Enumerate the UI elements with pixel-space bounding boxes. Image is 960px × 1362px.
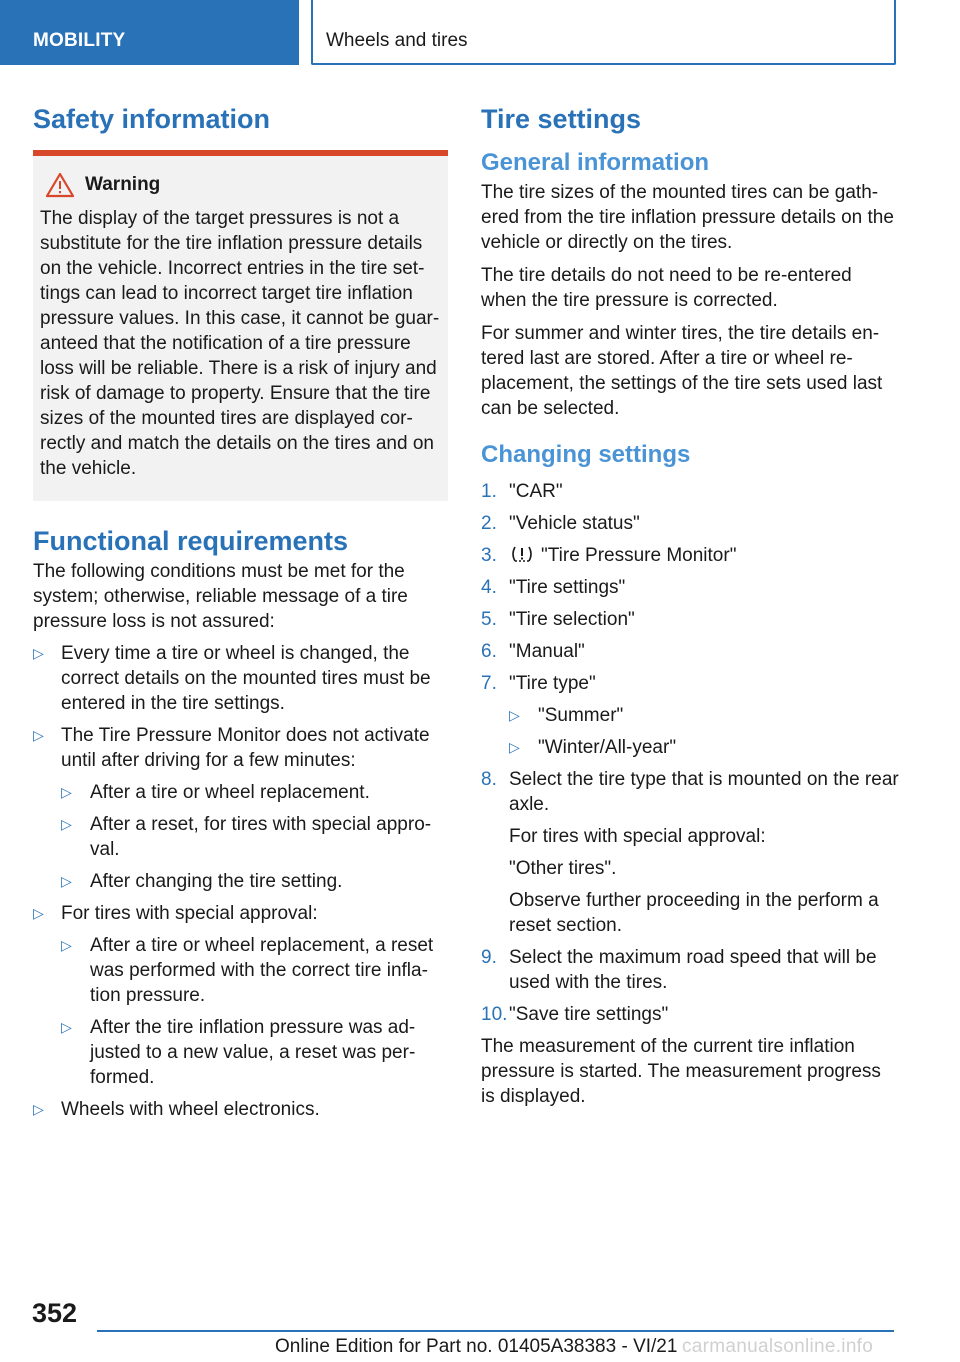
list-item-text: For tires with special approval: xyxy=(61,903,318,924)
list-item-text: The Tire Pressure Monitor does not activate until after driving for a few minutes: xyxy=(61,725,430,771)
sub-list xyxy=(61,933,448,1090)
step-note: "Other tires". xyxy=(509,858,617,879)
warning-text: The display of the target pressures is not a substitute for the tire inflation pressure details on the vehicle. Incorrect entries in the tire set‐tings can lead to incorrect target tire inflation pressure values. In this case, it cannot be guar‐anteed that the notification of a tire pressure loss will be reliable. There is a risk of injury and risk of damage to property. Ensure that the tire sizes of the mounted tires are displayed cor‐rectly and match the details on the tires and on the vehicle. xyxy=(40,208,440,479)
functional-intro: The following conditions must be met for the system; otherwise, reliable message of a tire pressure loss is not assured: xyxy=(33,561,408,632)
list-item xyxy=(33,641,448,716)
list-item xyxy=(33,1097,448,1122)
list-item-text: After a reset, for tires with special appro‐val. xyxy=(90,814,432,860)
steps-list xyxy=(481,479,899,1027)
list-item-text: "Summer" xyxy=(538,705,624,726)
changing-settings-heading: Changing settings xyxy=(481,441,691,468)
step-number: 8. xyxy=(481,769,497,790)
step-note: Observe further proceeding in the perform a reset section. xyxy=(509,890,879,936)
general-paragraph: For summer and winter tires, the tire details en‐tered last are stored. After a tire or wheel re‐placement, the settings of the tire sets used last can be selected. xyxy=(481,323,883,419)
list-item xyxy=(61,869,448,894)
step-item xyxy=(481,639,899,664)
triangle-bullet-icon: ▷ xyxy=(61,784,72,800)
triangle-bullet-icon: ▷ xyxy=(61,1019,72,1035)
step-number: 7. xyxy=(481,673,497,694)
list-item xyxy=(509,735,899,760)
list-item xyxy=(61,812,448,862)
list-item-text: After a tire or wheel replacement. xyxy=(90,782,370,803)
chapter-tab xyxy=(311,0,896,65)
list-item-text: "Winter/All-year" xyxy=(538,737,677,758)
general-information-heading: General information xyxy=(481,149,710,176)
warning-label: Warning xyxy=(85,174,161,195)
step-text: "Tire type" xyxy=(509,673,596,694)
chapter-label: Wheels and tires xyxy=(326,30,468,51)
step-item xyxy=(481,607,899,632)
triangle-bullet-icon: ▷ xyxy=(33,905,44,921)
step-item xyxy=(481,575,899,600)
triangle-bullet-icon: ▷ xyxy=(33,1101,44,1117)
step-text: "CAR" xyxy=(509,481,563,502)
step-number: 1. xyxy=(481,481,497,502)
safety-information-heading: Safety information xyxy=(33,104,271,134)
triangle-bullet-icon: ▷ xyxy=(509,739,520,755)
triangle-bullet-icon: ▷ xyxy=(33,727,44,743)
right-column xyxy=(481,96,899,1109)
left-column xyxy=(33,96,448,1122)
triangle-bullet-icon: ▷ xyxy=(61,873,72,889)
list-item-text: After the tire inflation pressure was ad‐justed to a new value, a reset was per‐formed. xyxy=(90,1017,416,1088)
edition-text: Online Edition for Part no. 01405A38383 - VI/21 xyxy=(275,1336,678,1357)
tire-pressure-monitor-icon xyxy=(509,544,535,564)
sub-list xyxy=(61,780,448,894)
step-item xyxy=(481,511,899,536)
functional-requirements-heading: Functional requirements xyxy=(33,526,349,556)
step-text: "Tire selection" xyxy=(509,609,635,630)
step-text: "Manual" xyxy=(509,641,585,662)
list-item xyxy=(33,901,448,1090)
step-item xyxy=(481,945,899,995)
triangle-bullet-icon: ▷ xyxy=(61,937,72,953)
step-text: "Vehicle status" xyxy=(509,513,640,534)
list-item-text: Every time a tire or wheel is changed, the correct details on the mounted tires must be entered in the tire settings. xyxy=(61,643,431,714)
sub-list xyxy=(509,703,899,760)
warning-title xyxy=(45,170,440,200)
step-number: 2. xyxy=(481,513,497,534)
triangle-bullet-icon: ▷ xyxy=(33,645,44,661)
step-item xyxy=(481,671,899,760)
list-item xyxy=(33,723,448,894)
step-text: "Tire settings" xyxy=(509,577,626,598)
list-item-text: After a tire or wheel replacement, a reset was performed with the correct tire infla‐tion pressure. xyxy=(90,935,434,1006)
general-paragraph: The tire details do not need to be re-entered when the tire pressure is corrected. xyxy=(481,265,852,311)
tire-settings-heading: Tire settings xyxy=(481,104,642,134)
triangle-bullet-icon: ▷ xyxy=(61,816,72,832)
step-note: For tires with special approval: xyxy=(509,826,766,847)
step-item xyxy=(481,479,899,504)
triangle-bullet-icon: ▷ xyxy=(509,707,520,723)
list-item-text: Wheels with wheel electronics. xyxy=(61,1099,320,1120)
step-number: 3. xyxy=(481,545,497,566)
list-item-text: After changing the tire setting. xyxy=(90,871,343,892)
warning-box xyxy=(33,150,448,501)
list-item xyxy=(61,1015,448,1090)
section-tab xyxy=(0,0,299,65)
step-number: 10. xyxy=(481,1004,508,1025)
watermark: carmanualsonline.info xyxy=(682,1336,874,1357)
closing-paragraph: The measurement of the current tire inflation pressure is started. The measurement progress is displayed. xyxy=(481,1036,881,1107)
page-number: 352 xyxy=(32,1298,78,1328)
warning-triangle-icon xyxy=(45,172,75,198)
step-number: 4. xyxy=(481,577,497,598)
requirements-list xyxy=(33,641,448,1122)
step-number: 5. xyxy=(481,609,497,630)
step-text: "Tire Pressure Monitor" xyxy=(541,545,737,566)
step-item xyxy=(481,543,899,568)
step-text: Select the maximum road speed that will be used with the tires. xyxy=(509,947,877,993)
step-item xyxy=(481,1002,899,1027)
list-item xyxy=(509,703,899,728)
step-number: 9. xyxy=(481,947,497,968)
step-text: Select the tire type that is mounted on the rear axle. xyxy=(509,769,899,815)
general-paragraph: The tire sizes of the mounted tires can be gath‐ered from the tire inflation pressure details on the vehicle or directly on the tires. xyxy=(481,182,894,253)
section-label: MOBILITY xyxy=(33,30,126,51)
list-item xyxy=(61,933,448,1008)
step-item xyxy=(481,767,899,938)
footer-divider xyxy=(97,1330,894,1332)
step-number: 6. xyxy=(481,641,497,662)
step-text: "Save tire settings" xyxy=(509,1004,669,1025)
list-item xyxy=(61,780,448,805)
